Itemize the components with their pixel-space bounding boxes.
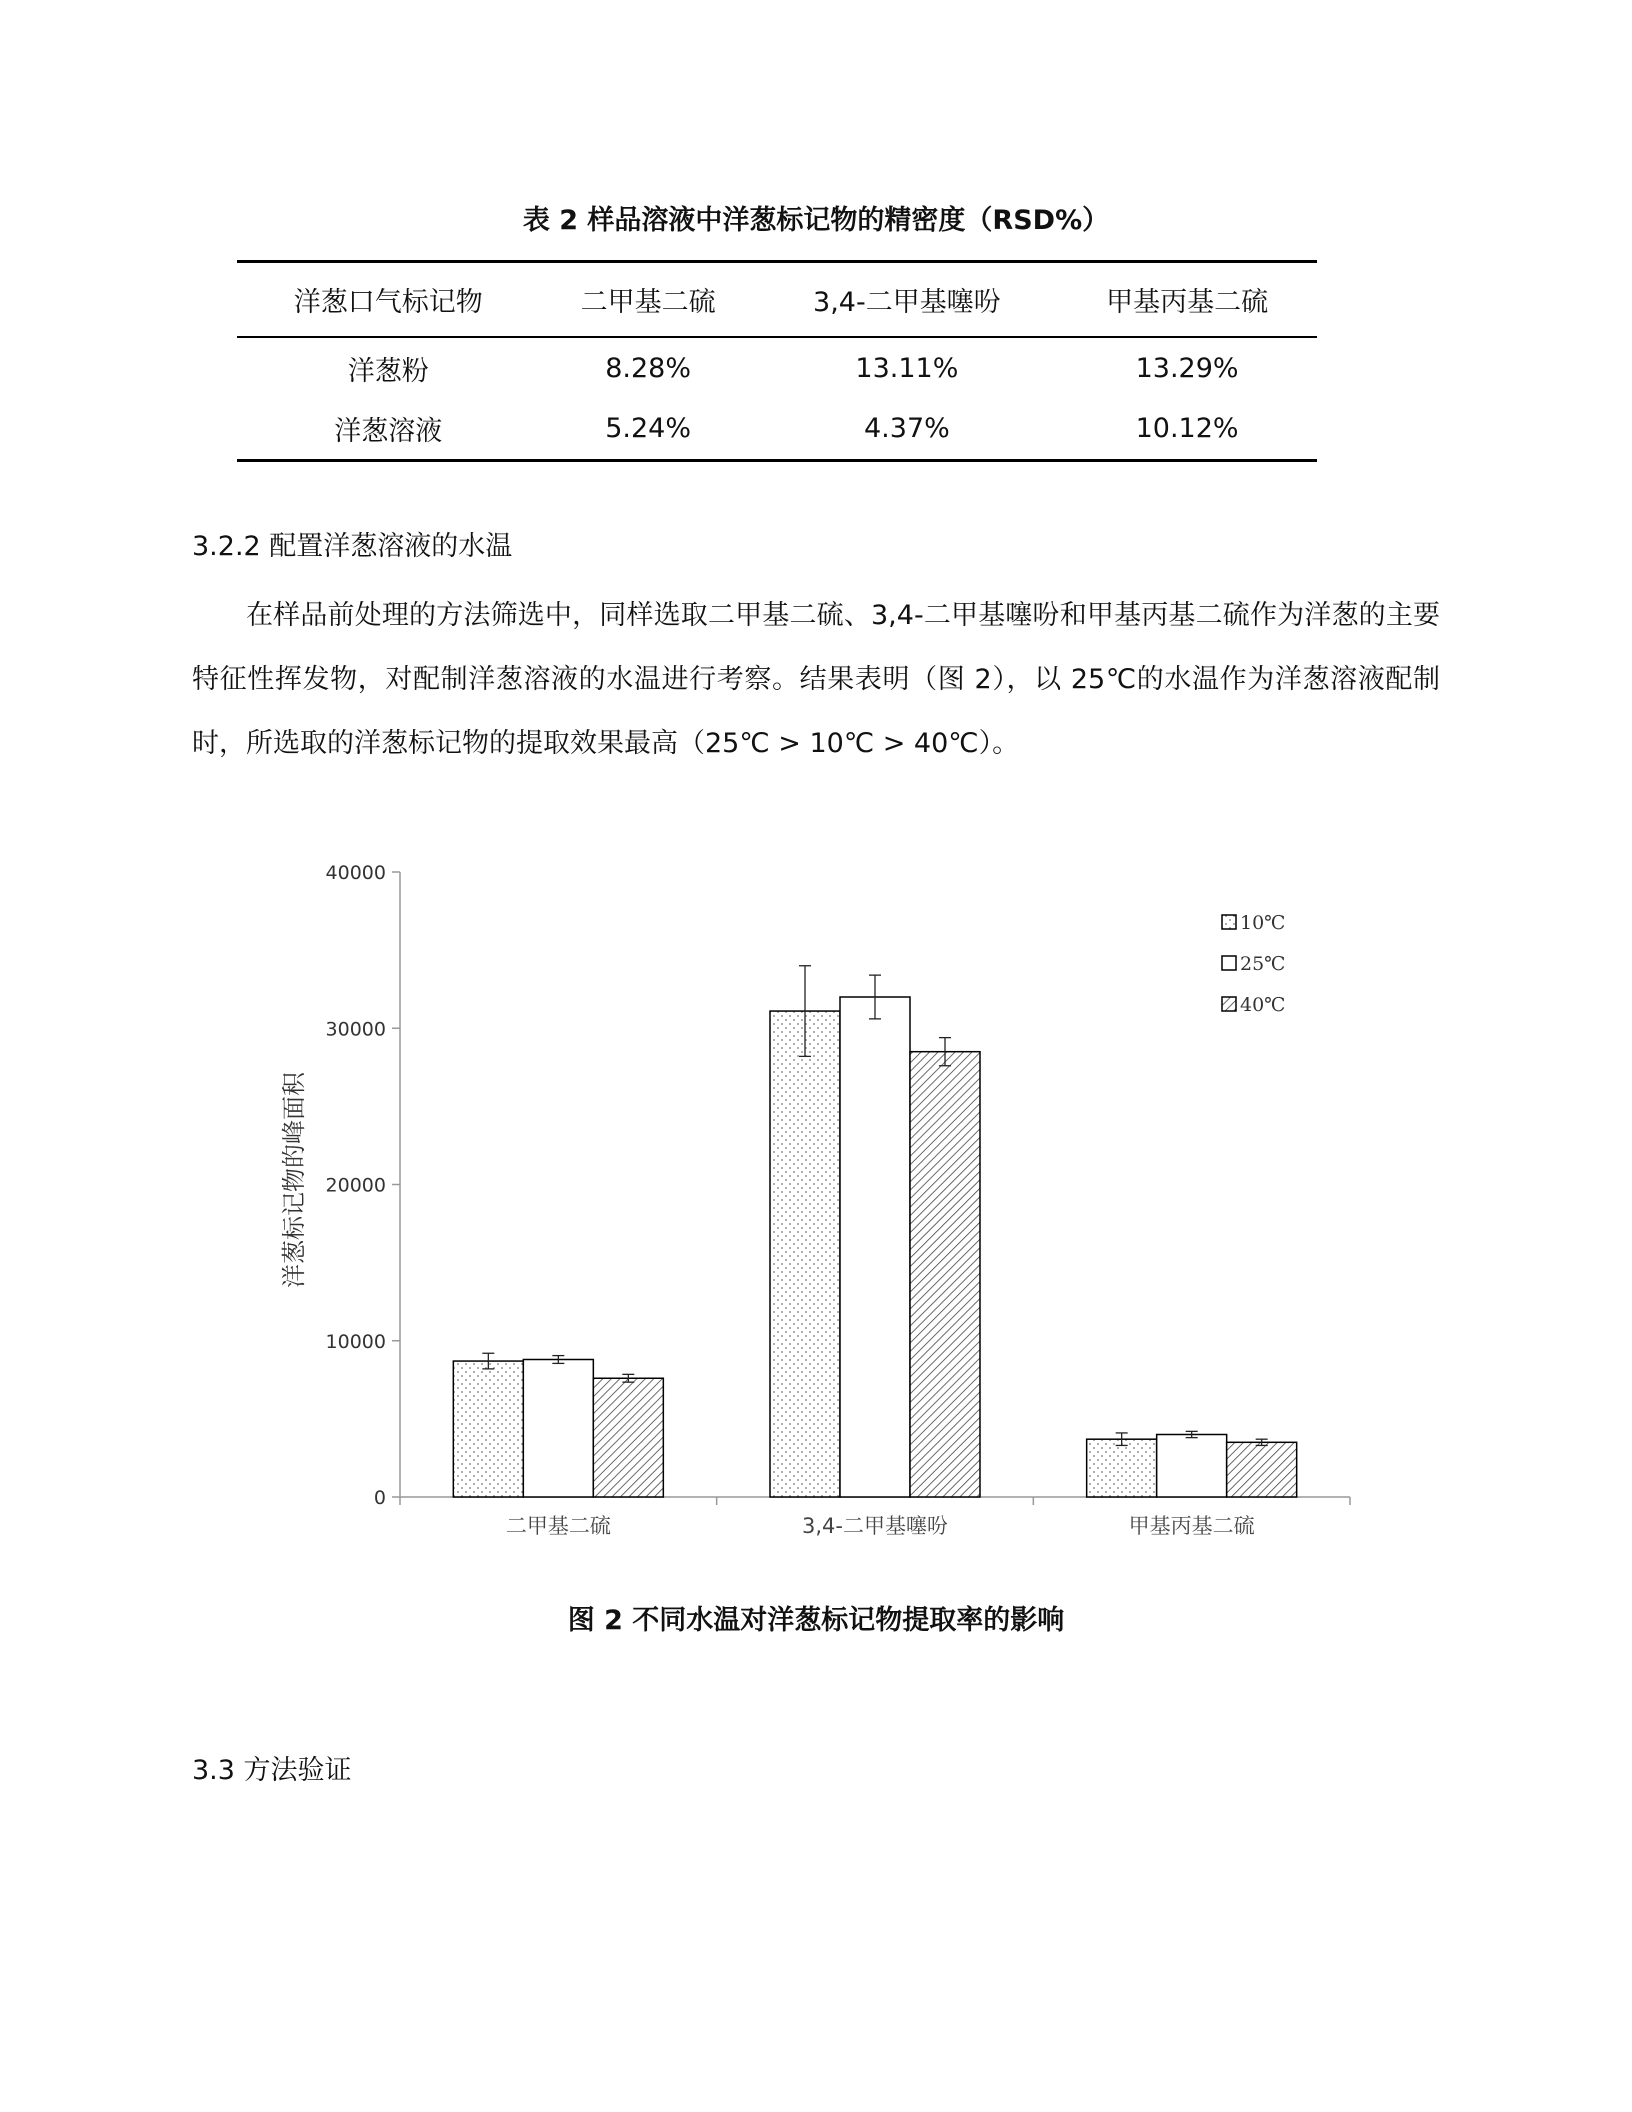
table-cell: 4.37% xyxy=(757,399,1058,461)
legend-swatch xyxy=(1222,956,1236,970)
section-heading: 3.3 方法验证 xyxy=(192,1755,352,1786)
y-axis-label: 洋葱标记物的峰面积 xyxy=(280,1072,308,1288)
table-header-cell: 3,4-二甲基噻吩 xyxy=(757,262,1058,337)
section-heading: 3.2.2 配置洋葱溶液的水温 xyxy=(192,531,513,562)
table-cell: 10.12% xyxy=(1057,399,1317,461)
table-cell: 洋葱溶液 xyxy=(237,399,540,461)
legend-swatch xyxy=(1222,997,1236,1011)
table-header-cell: 二甲基二硫 xyxy=(540,262,757,337)
figure-caption: 图 2 不同水温对洋葱标记物提取率的影响 xyxy=(567,1605,1065,1636)
table-cell: 8.28% xyxy=(605,352,691,384)
y-tick-label: 30000 xyxy=(325,1018,386,1041)
y-tick-label: 0 xyxy=(373,1487,386,1509)
y-tick-label: 10000 xyxy=(325,1330,386,1353)
y-tick-label: 40000 xyxy=(325,862,386,884)
legend-label: 25℃ xyxy=(1240,953,1286,975)
x-tick-label: 甲基丙基二硫 xyxy=(1128,1514,1255,1538)
bar xyxy=(523,1360,593,1498)
bar xyxy=(1157,1435,1227,1498)
table-header-cell: 洋葱口气标记物 xyxy=(237,262,540,337)
bar xyxy=(593,1378,663,1497)
bar xyxy=(770,1011,840,1497)
x-tick-label: 3,4-二甲基噻吩 xyxy=(802,1514,948,1538)
table-cell: 洋葱粉 xyxy=(347,355,429,387)
bar xyxy=(840,997,910,1497)
bar xyxy=(910,1052,980,1497)
legend-label: 40℃ xyxy=(1240,994,1286,1016)
y-tick-label: 20000 xyxy=(325,1174,386,1197)
table-header-cell: 甲基丙基二硫 xyxy=(1057,262,1317,337)
bar xyxy=(1227,1442,1297,1497)
table-row xyxy=(237,337,1317,399)
bar-chart xyxy=(240,850,1380,1570)
bar xyxy=(1087,1439,1157,1497)
legend-label: 10℃ xyxy=(1240,912,1286,934)
bar xyxy=(453,1361,523,1497)
table-caption: 表 2 样品溶液中洋葱标记物的精密度（RSD%） xyxy=(522,205,1110,236)
table-cell: 5.24% xyxy=(540,399,757,461)
table-row xyxy=(237,399,1317,461)
precision-table xyxy=(237,260,1317,462)
legend-swatch xyxy=(1222,915,1236,929)
x-tick-label: 二甲基二硫 xyxy=(505,1514,611,1538)
table-cell: 13.11% xyxy=(855,352,959,384)
table-header-row xyxy=(237,262,1317,337)
body-paragraph: 在样品前处理的方法筛选中，同样选取二甲基二硫、3,4-二甲基噻吩和甲基丙基二硫作为洋葱的主要特征性挥发物，对配制洋葱溶液的水温进行考察。结果表明（图 2），以 25℃的水温作为洋葱溶液配制时，所选取的洋葱标记物的提取效果最高（25℃ > 10℃ > 40℃）。 xyxy=(192,600,1440,759)
table-cell: 13.29% xyxy=(1135,352,1239,384)
